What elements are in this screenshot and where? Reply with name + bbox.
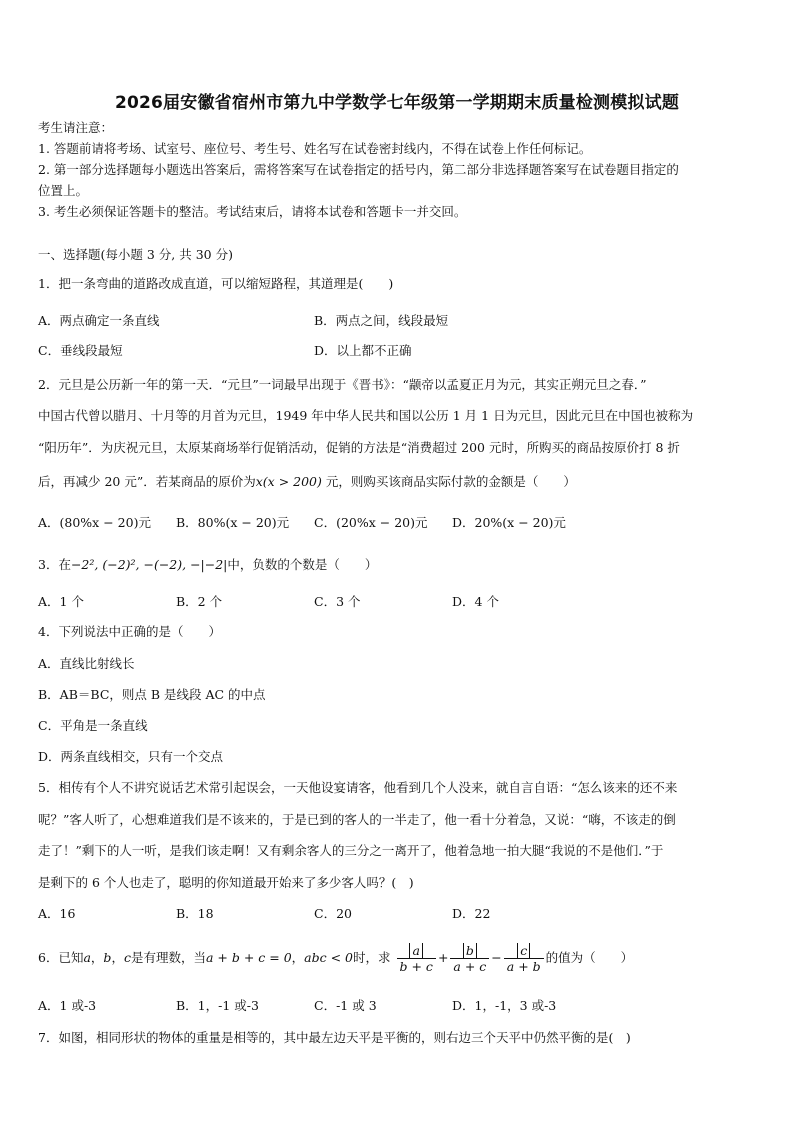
notice-item-2: 2. 第一部分选择题每小题选出答案后，需将答案写在试卷指定的括号内，第二部分非选择题答案写在试卷题目指定的 xyxy=(38,162,679,177)
q5-option-a: A．16 xyxy=(38,906,76,921)
q6-text-2: ， xyxy=(90,950,104,965)
question-2-line-3: “阳历年”．为庆祝元旦，太原某商场举行促销活动，促销的方法是“消费超过 200 元时，所购买的商品按原价打 8 折 xyxy=(38,440,680,455)
q6-frac2-numerator: b xyxy=(463,943,477,958)
q6-fraction-2 xyxy=(450,943,489,974)
q2-line-4-text-b: 元，则购买该商品实际付款的金额是（ ） xyxy=(321,474,576,489)
q5-option-b: B．18 xyxy=(176,906,214,921)
q6-option-a: A．1 或-3 xyxy=(38,998,97,1013)
question-5-line-2: 呢？”客人听了，心想难道我们是不该来的，于是已到的客人的一半走了，他一看十分着急，又说：“嗨，不该走的倒 xyxy=(38,812,676,827)
q3-stem-text-b: 中，负数的个数是（ ） xyxy=(227,557,378,572)
q1-option-b: B．两点之间，线段最短 xyxy=(314,313,449,328)
q6-frac3-denominator: a + b xyxy=(506,959,541,974)
q3-option-c: C．3 个 xyxy=(314,594,361,609)
q4-option-d: D．两条直线相交，只有一个交点 xyxy=(38,749,224,764)
q6-option-b: B．1，-1 或-3 xyxy=(176,998,259,1013)
q6-text-1: 6．已知 xyxy=(38,950,84,965)
q2-option-c: C．(20%x − 20)元 xyxy=(314,515,428,530)
q6-text-7: 的值为（ ） xyxy=(545,950,634,965)
q3-option-a: A．1 个 xyxy=(38,594,84,609)
q5-option-c: C．20 xyxy=(314,906,352,921)
q6-var-b: b xyxy=(103,950,112,965)
q3-number-list: −2², (−2)², −(−2), −|−2| xyxy=(70,557,228,572)
q1-option-d: D．以上都不正确 xyxy=(314,343,412,358)
question-1-stem: 1．把一条弯曲的道路改成直道，可以缩短路程，其道理是( ) xyxy=(38,276,394,291)
q6-frac1-denominator: b + c xyxy=(399,959,433,974)
question-5-line-3: 走了！”剩下的人一听，是我们该走啊！又有剩余客人的三分之一离开了，他着急地一拍大腿“我说的不是他们．”于 xyxy=(38,843,664,858)
question-2-line-4 xyxy=(38,474,576,490)
q6-condition-sum: a + b + c = 0 xyxy=(205,950,292,965)
question-4-stem: 4．下列说法中正确的是（ ） xyxy=(38,624,221,639)
q6-text-4: 是有理数，当 xyxy=(130,950,206,965)
q6-option-c: C．-1 或 3 xyxy=(314,998,377,1013)
q2-option-a: A．(80%x − 20)元 xyxy=(38,515,151,530)
q2-price-expression: x(x > 200) xyxy=(255,474,322,489)
question-2-line-1: 2．元旦是公历新一年的第一天．“元旦”一词最早出现于《晋书》：“颛帝以孟夏正月为元，其实正朔元旦之春．” xyxy=(38,377,647,392)
notice-item-2-cont: 位置上。 xyxy=(38,183,89,198)
q6-var-a: a xyxy=(83,950,91,965)
q6-var-c: c xyxy=(123,950,131,965)
q2-line-4-text-a: 后，再减少 20 元”．若某商品的原价为 xyxy=(38,474,256,489)
q1-option-c: C．垂线段最短 xyxy=(38,343,123,358)
q1-option-a: A．两点确定一条直线 xyxy=(38,313,160,328)
q6-text-5: ， xyxy=(291,950,305,965)
question-5-line-1: 5．相传有个人不讲究说话艺术常引起误会，一天他设宴请客，他看到几个人没来，就自言自语：“怎么该来的还不来 xyxy=(38,780,678,795)
q2-option-b: B．80%(x − 20)元 xyxy=(176,515,290,530)
notice-item-3: 3. 考生必须保证答题卡的整洁。考试结束后，请将本试卷和答题卡一并交回。 xyxy=(38,204,467,219)
q4-option-a: A．直线比射线长 xyxy=(38,656,135,671)
q6-option-d: D．1，-1，3 或-3 xyxy=(452,998,557,1013)
q6-frac3-numerator: c xyxy=(517,943,530,958)
question-2-line-2: 中国古代曾以腊月、十月等的月首为元旦，1949 年中华人民共和国以公历 1 月 1 日为元旦，因此元旦在中国也被称为 xyxy=(38,408,694,423)
question-7-stem: 7．如图，相同形状的物体的重量是相等的，其中最左边天平是平衡的，则右边三个天平中仍然平衡的是( ) xyxy=(38,1030,631,1045)
q6-frac2-denominator: a + c xyxy=(453,959,487,974)
q6-condition-product: abc < 0 xyxy=(304,950,353,965)
q4-option-b: B．AB＝BC，则点 B 是线段 AC 的中点 xyxy=(38,687,266,702)
notice-heading: 考生请注意： xyxy=(38,120,114,135)
q2-option-d: D．20%(x − 20)元 xyxy=(452,515,566,530)
q6-text-6: 时，求 xyxy=(353,950,391,965)
question-3-stem xyxy=(38,557,377,573)
q6-fraction-3 xyxy=(504,943,544,974)
notice-item-1: 1. 答题前请将考场、试室号、座位号、考生号、姓名写在试卷密封线内，不得在试卷上作任何标记。 xyxy=(38,141,592,156)
q6-fraction-1 xyxy=(397,943,436,974)
q3-option-d: D．4 个 xyxy=(452,594,499,609)
q6-frac1-numerator: a xyxy=(409,943,422,958)
q4-option-c: C．平角是一条直线 xyxy=(38,718,148,733)
question-5-line-4: 是剩下的 6 个人也走了，聪明的你知道最开始来了多少客人吗？( ) xyxy=(38,875,414,890)
q6-text-3: ， xyxy=(111,950,124,965)
page-title: 2026届安徽省宿州市第九中学数学七年级第一学期期末质量检测模拟试题 xyxy=(114,93,680,113)
q5-option-d: D．22 xyxy=(452,906,491,921)
q3-stem-text-a: 3．在 xyxy=(38,557,71,572)
question-6-stem: 6．已知a，b，c是有理数，当a + b + c = 0，abc < 0时，求 $\frac{a}{b + c}$ + $\frac{b}{a + c}$ − $\frac{c}{a + b}$ 的值为（ ） xyxy=(38,943,634,974)
q3-option-b: B．2 个 xyxy=(176,594,223,609)
section-heading: 一、选择题(每小题 3 分, 共 30 分) xyxy=(38,247,233,262)
